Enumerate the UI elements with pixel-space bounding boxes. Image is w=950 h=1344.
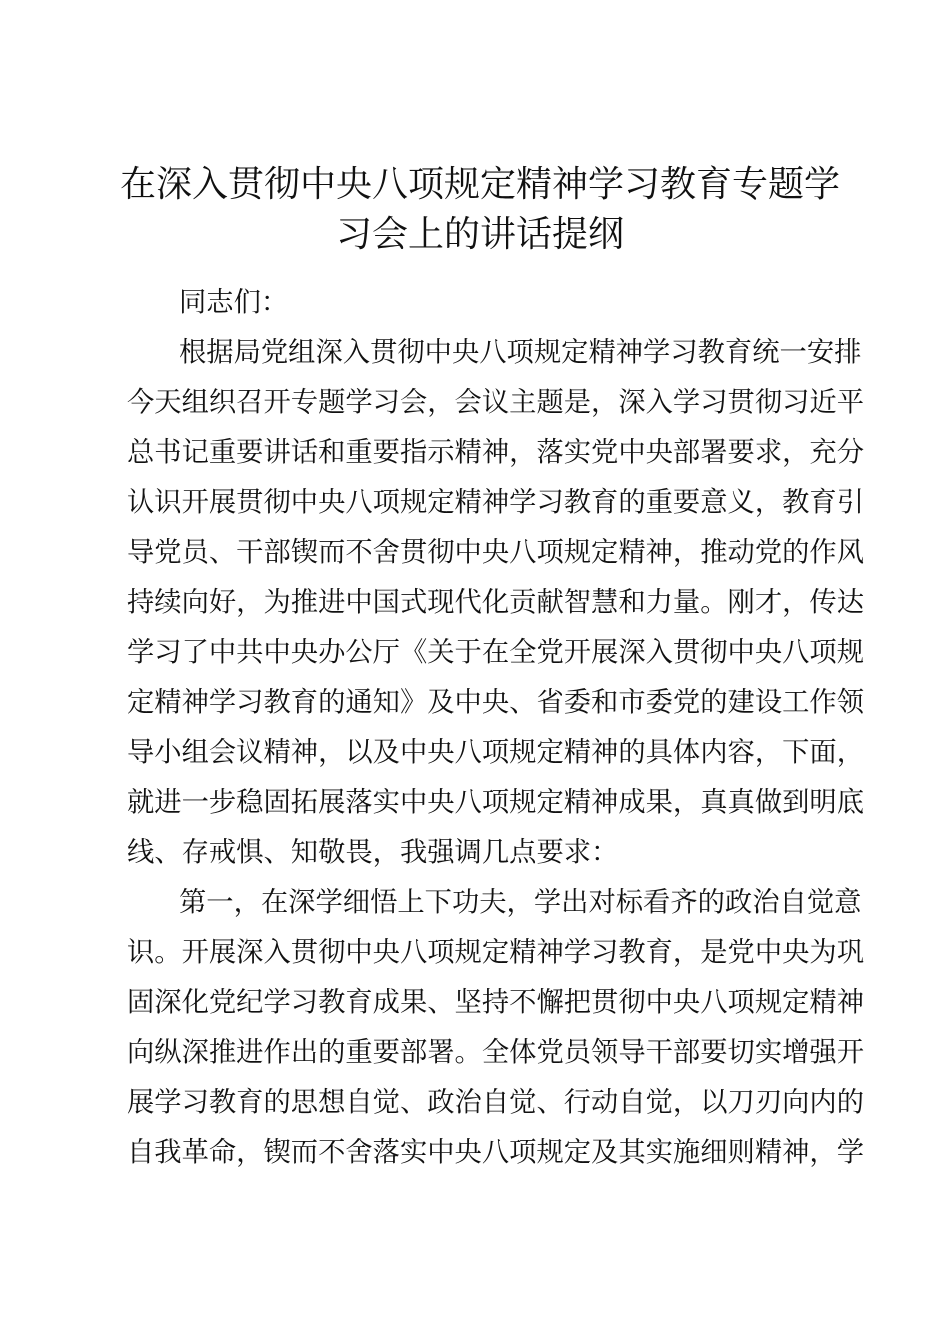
title-line-2: 习会上的讲话提纲	[335, 214, 624, 255]
body-line: 导党员、干部锲而不舍贯彻中央八项规定精神，推动党的作风	[127, 537, 865, 568]
body-line: 总书记重要讲话和重要指示精神，落实党中央部署要求，充分	[127, 437, 865, 468]
document-title	[118, 160, 842, 260]
document-body	[127, 278, 865, 1178]
body-line: 认识开展贯彻中央八项规定精神学习教育的重要意义，教育引	[127, 487, 865, 518]
body-line: 根据局党组深入贯彻中央八项规定精神学习教育统一安排	[179, 337, 862, 368]
body-line: 展学习教育的思想自觉、政治自觉、行动自觉，以刀刃向内的	[127, 1087, 865, 1118]
body-line: 今天组织召开专题学习会，会议主题是，深入学习贯彻习近平	[127, 387, 865, 418]
title-line-1: 在深入贯彻中央八项规定精神学习教育专题学	[119, 164, 840, 205]
body-line: 定精神学习教育的通知》及中央、省委和市委党的建设工作领	[127, 687, 865, 718]
body-line: 第一，在深学细悟上下功夫，学出对标看齐的政治自觉意	[179, 887, 862, 918]
salutation: 同志们：	[179, 287, 289, 318]
body-line: 就进一步稳固拓展落实中央八项规定精神成果，真真做到明底	[127, 787, 865, 818]
body-line: 线、存戒惧、知敬畏，我强调几点要求：	[127, 837, 619, 868]
body-line: 持续向好，为推进中国式现代化贡献智慧和力量。刚才，传达	[127, 587, 865, 618]
body-line: 向纵深推进作出的重要部署。全体党员领导干部要切实增强开	[127, 1037, 865, 1068]
body-line: 固深化党纪学习教育成果、坚持不懈把贯彻中央八项规定精神	[127, 987, 865, 1018]
body-line: 识。开展深入贯彻中央八项规定精神学习教育，是党中央为巩	[127, 937, 865, 968]
body-line: 导小组会议精神，以及中央八项规定精神的具体内容，下面，	[127, 737, 865, 768]
body-line: 学习了中共中央办公厅《关于在全党开展深入贯彻中央八项规	[127, 637, 865, 668]
body-line: 自我革命，锲而不舍落实中央八项规定及其实施细则精神，学	[127, 1137, 865, 1168]
